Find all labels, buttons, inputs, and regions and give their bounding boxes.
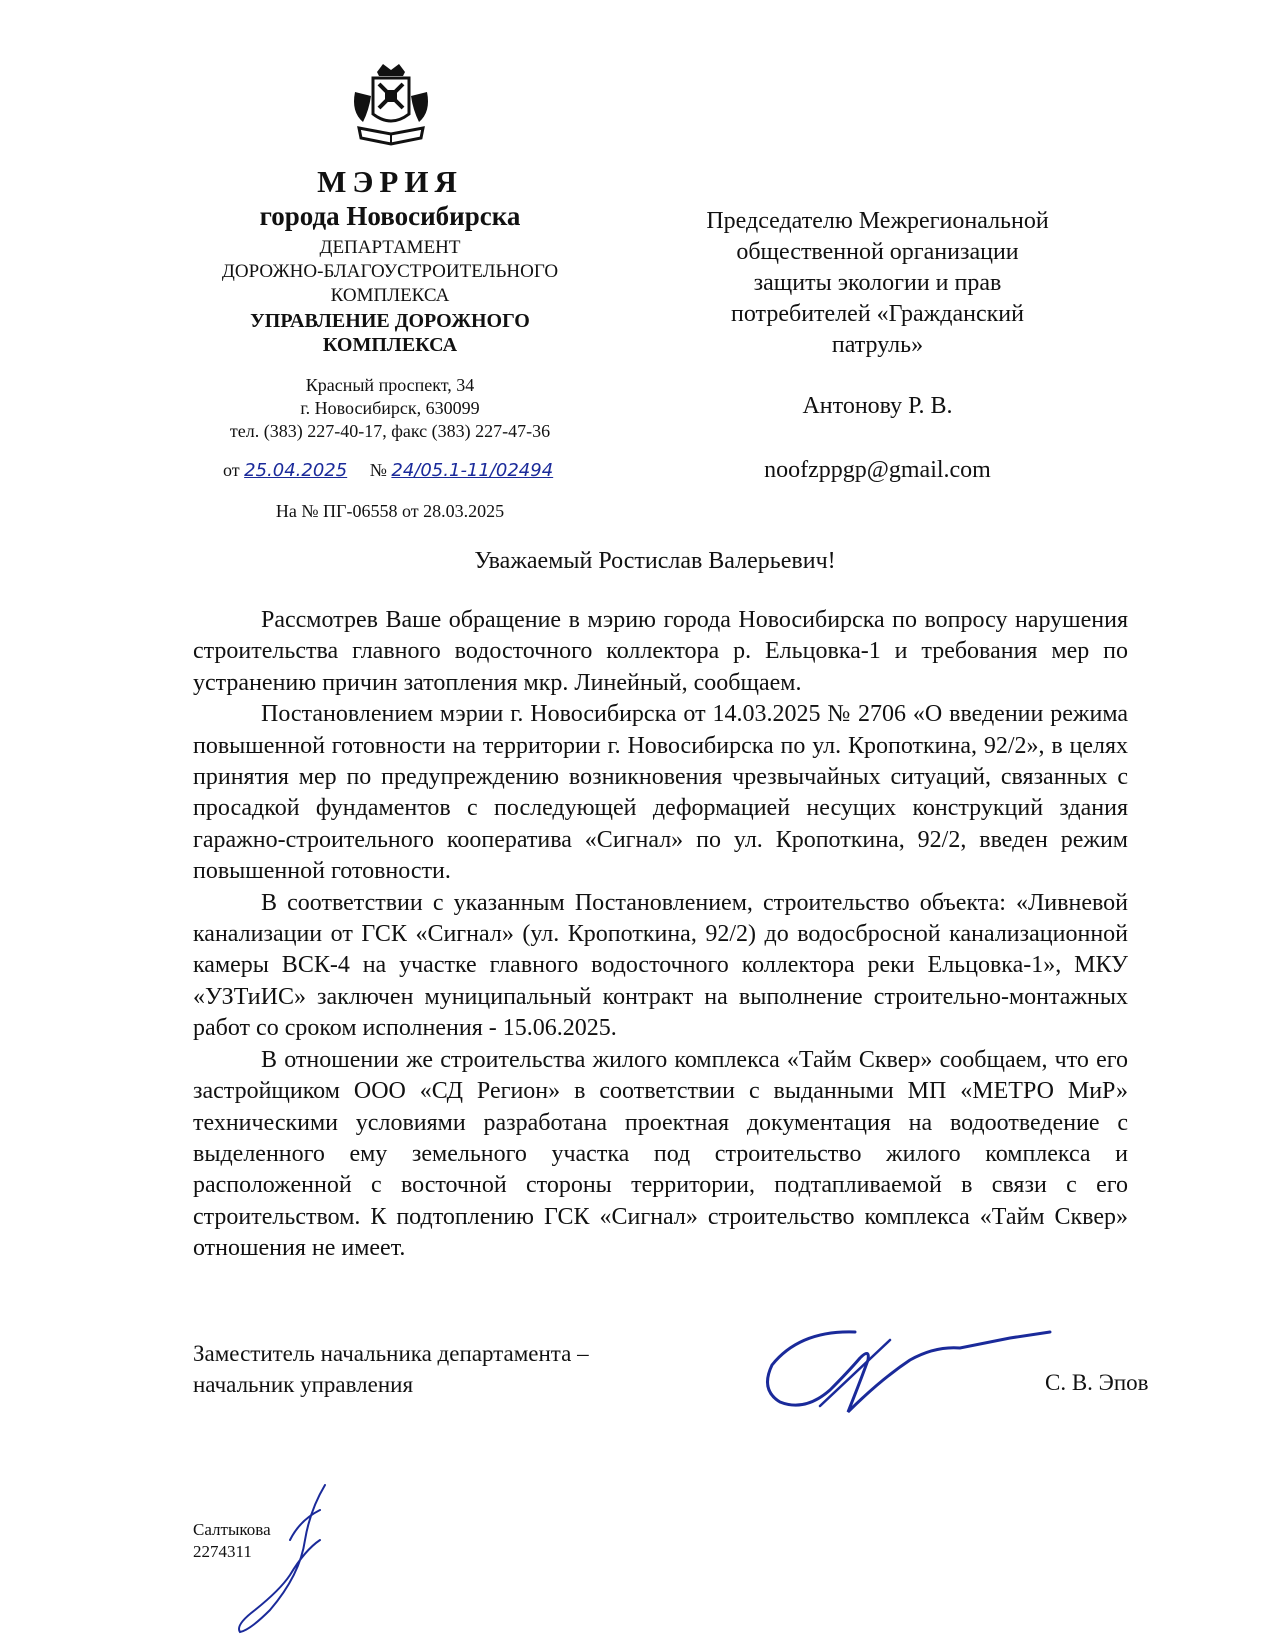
- position-line-2: начальник управления: [193, 1372, 414, 1397]
- addressee-email: noofzppgp@gmail.com: [764, 457, 991, 483]
- greeting: Уважаемый Ростислав Валерьевич!: [474, 548, 836, 574]
- letter-body: [193, 605, 1128, 1265]
- paragraph: Рассмотрев Ваше обращение в мэрию города Новосибирска по вопросу нарушения строительства главного водосточного коллектора р. Ельцовка-1 и требования мер по устранению причин затопления мкр. Линейный, сообщаем.: [193, 607, 1128, 696]
- handwritten-signature-icon: [760, 1320, 1060, 1430]
- address-line-2: г. Новосибирск, 630099: [300, 398, 480, 418]
- executor-info: [193, 1519, 271, 1563]
- registration-date: 25.04.2025: [244, 460, 348, 481]
- executor-name: Салтыкова: [193, 1520, 271, 1539]
- division-line-1: УПРАВЛЕНИЕ ДОРОЖНОГО: [250, 310, 530, 332]
- registration-number: 24/05.1-11/02494: [391, 460, 554, 481]
- addressee-block: [655, 206, 1100, 361]
- city-coat-of-arms-icon: [347, 62, 435, 150]
- number-prefix: №: [369, 460, 387, 480]
- paragraph: Постановлением мэрии г. Новосибирска от 14.03.2025 № 2706 «О введении режима повышенной готовности на территории г. Новосибирска по ул. Кропоткина, 92/2», в целях принятия мер по предупреждению возникновения чрезвычайных ситуаций, связанных с просадкой фундаментов с последующей деформацией несущих конструкций здания гаражно-строительного кооператива «Сигнал» по ул. Кропоткина, 92/2, введен режим повышенной готовности.: [193, 701, 1128, 885]
- registration-line: [223, 460, 553, 481]
- phone-line: тел. (383) 227-40-17, факс (383) 227-47-36: [229, 421, 551, 441]
- addressee-line: патруль»: [831, 332, 924, 358]
- addressee-name: Антонову Р. В.: [802, 393, 953, 419]
- paragraph: В соответствии с указанным Постановлением, строительство объекта: «Ливневой канализации от ГСК «Сигнал» (ул. Кропоткина, 92/2) до водосбросной канализационной камеры ВСК-4 на участке главного водосточного коллектора реки Ельцовка-1», МКУ «УЗТиИС» заключен муниципальный контракт на выполнение строительно-монтажных работ со сроком исполнения - 15.06.2025.: [193, 889, 1128, 1042]
- signatory-position: [193, 1338, 589, 1400]
- executor-phone: 2274311: [193, 1542, 252, 1561]
- addressee-line: защиты экологии и прав: [753, 270, 1002, 296]
- org-title: МЭРИЯ: [317, 164, 463, 199]
- department-line-3: КОМПЛЕКСА: [330, 285, 450, 306]
- date-prefix: от: [223, 460, 240, 480]
- addressee-line: Председателю Межрегиональной: [706, 208, 1049, 234]
- address-line-1: Красный проспект, 34: [305, 375, 475, 395]
- department-line-2: ДОРОЖНО-БЛАГОУСТРОИТЕЛЬНОГО: [221, 261, 559, 282]
- position-line-1: Заместитель начальника департамента –: [193, 1341, 589, 1366]
- signatory-name: С. В. Эпов: [1045, 1370, 1149, 1395]
- addressee-line: общественной организации: [736, 239, 1019, 265]
- division-line-2: КОМПЛЕКСА: [322, 334, 458, 356]
- department-line-1: ДЕПАРТАМЕНТ: [319, 237, 461, 258]
- paragraph: В отношении же строительства жилого комплекса «Тайм Сквер» сообщаем, что его застройщиком ООО «СД Регион» в соответствии с выданными МП «МЕТРО МиР» техническими условиями разработана проектная документация на водоотведение с выделенного ему земельного участка под строительство жилого комплекса и расположенной с восточной стороны территории, подтапливаемой в связи с его строительством. К подтоплению ГСК «Сигнал» строительство комплекса «Тайм Сквер» отношения не имеет.: [193, 1046, 1128, 1262]
- reply-reference: На № ПГ-06558 от 28.03.2025: [275, 501, 505, 521]
- addressee-line: потребителей «Гражданский: [731, 301, 1024, 327]
- org-city: города Новосибирска: [259, 201, 521, 231]
